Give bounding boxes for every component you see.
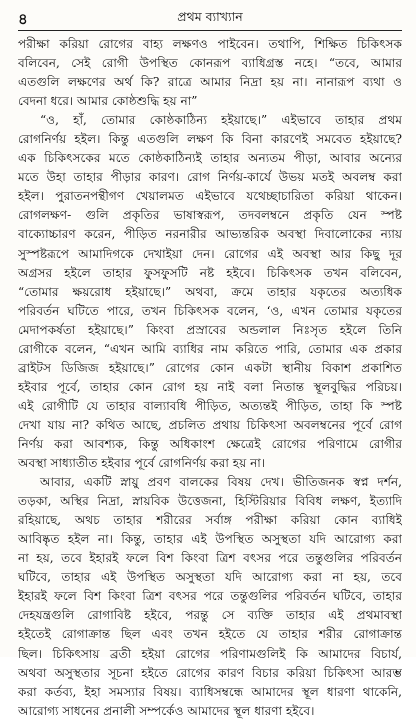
text-line: না হয়, তবে ইহারই ফলে বিশ কিংবা ত্রিশ বৎসর পরে তন্তুগুলির পরিবর্তন [18, 551, 402, 566]
text-line: পরীক্ষা করিয়া রোগের বাহ্য লক্ষণও পাইবেন। তথাপি, শিক্ষিত চিকিৎসক [18, 37, 402, 51]
text-line: পরিবর্তন ঘটিতে পারে, তখন চিকিৎসক বলেন, ‘ও, এখন তোমার যকৃতের [18, 303, 402, 318]
text-line: তড়কা, অস্থির নিদ্রা, স্নায়বিক উত্তেজনা, হিস্টিরিয়ার বিবিধ লক্ষণ, ইত্যাদি [18, 494, 402, 509]
text-line: রোগীকে বলেন, “এখন আমি ব্যাধির নাম করিতে পারি, তোমার এক প্রকার [18, 341, 402, 356]
text-line: দেখা যায় না? কথিত আছে, প্রচলিত প্রথায় চিকিৎসা অবলম্বনের পূর্বে রোগ [18, 417, 402, 432]
text-line: বলিবেন, সেই রোগী উপস্থিত কোনরূপ ব্যাধিগ্রস্ত নহে। “তবে, আমার [18, 56, 402, 71]
text-line: নির্ণয় করা আবশ্যক, কিন্তু অধিকাংশ ক্ষেত্রেই রোগের পরিণামে রোগীর [18, 436, 402, 451]
text-line: অথবা অসুস্থতার সূচনা হইতে রোগের কারণ বিচার করিয়া চিকিৎসা আরম্ভ [18, 665, 402, 680]
text-line: ব্রাইটস ডিজিজ হইয়াছে।” রোগের কোন একটা স্থানীয় বিকাশ প্রকাশিত [18, 360, 402, 375]
text-line: বাক্যোচ্চারণ করেন, পীড়িত নরনারীর আভ্যন্তরিক অবস্থা দিবালোকের ন্যায় [18, 227, 402, 242]
text-line: করা কর্তব্য, ইহা সমস্যার বিষয়। ব্যাধিসম্বন্ধে আমাদের স্থূল ধারণা থাকেনি, [18, 684, 402, 699]
text-line: সুস্পষ্টরূপে আমাদিগকে দেখাইয়া দেন। রোগের এই অবস্থা আর কিছু দূর [18, 246, 402, 261]
text-line: অবস্থা সাধ্যাতীত হইবার পূর্বে রোগনির্ণয় করা হয় না। [18, 456, 266, 471]
text-line: দেহযন্ত্রগুলি রোগাবিষ্ট হইবে, পরন্তু সে ব্যক্তি তাহার এই প্রথমাবস্থা [18, 608, 402, 623]
text-line: ছিল। চিকিৎসায় ব্রতী হইয়া রোগের পরিণামগুলিই কি আমাদের বিচার্য, [18, 646, 402, 661]
text-line: রহিয়াছে, অথচ তাহার শরীরের সর্বাঙ্গ পরীক্ষা করিয়া কোন ব্যাধিই [18, 513, 402, 528]
text-line: হইতেই রোগাক্রান্ত ছিল এবং তখন হইতে যে তাহার শরীর রোগাক্রান্ত [18, 627, 402, 642]
page-number: ৪ [18, 10, 28, 28]
text-line: এক চিকিৎসকের মতে কোষ্ঠকাঠিন্যই তাহার অন্যতম পীড়া, আবার অন্যের [18, 151, 402, 166]
text-line: ঘটিবে, তাহার এই উপস্থিত অসুস্থতা যদি আরোগ্য করা না হয়, তবে [18, 570, 402, 585]
text-line: এতগুলি লক্ষণের অর্থ কি? রাত্রে আমার নিদ্রা হয় না। নানারূপ ব্যথা ও [18, 75, 402, 90]
text-line: “ও, হাঁ, তোমার কোষ্ঠকাঠিন্য হইয়াছে।” এইভাবে তাহার প্রথম [40, 113, 402, 128]
text-line: এই রোগীটি যে তাহার বাল্যাবধি পীড়িত, অত্যন্তই পীড়িত, তাহা কি স্পষ্ট [18, 398, 402, 413]
text-line: মতে উহা তাহার পীড়ার কারণ। রোগ নির্ণয়-কার্যে উভয় মতই অবলম্ব করা [18, 170, 402, 185]
body-text [18, 35, 402, 721]
text-line: রোগনির্ণয় হইল। কিন্তু এতগুলি লক্ষণ কি বিনা কারণেই সমবেত হইয়াছে? [18, 132, 402, 147]
text-line: হইল। পুরাতনপন্থীগণ খেয়ালমত এইভাবে যথেচ্ছাচারিতা করিয়া থাকেন। [18, 189, 402, 204]
page-header [18, 6, 402, 31]
text-line: হইবার পূর্বে, তাহার কোন রোগ হয় নাই বলা নিতান্ত স্থূলবুদ্ধির পরিচয়। [18, 379, 402, 394]
running-title: প্রথম ব্যাখ্যান [177, 9, 243, 24]
text-line: বেদনা ধরে। আমার কোষ্ঠশুদ্ধি হয় না” [18, 94, 198, 109]
text-line: অগ্রসর হইলে তাহার ফুসফুসটি নষ্ট হইবে। চিকিৎসক তখন বলিবেন, [18, 265, 402, 280]
text-line: ইহারই ফলে বিশ কিংবা ত্রিশ বৎসর পরে তন্তুগুলির পরিবর্তন ঘটিবে, তাহার [18, 589, 402, 604]
text-line: মেদাপকর্ষতা হইয়াছে।” কিংবা প্রস্রাবের অন্ডলাল নিঃসৃত হইলে তিনি [18, 322, 402, 337]
text-line: আরোগ্য সাধনের প্রনালী সম্পর্কেও আমাদের স্থূল ধারণা হইবে। [18, 703, 315, 718]
text-line: “তোমার ক্ষয়রোধ হইয়াছে।” অথবা, ক্রমে তাহার যকৃতের অত্যধিক [18, 284, 402, 299]
text-line: আবিষ্কৃত হইল না। কিন্তু, তাহার এই উপস্থিত অসুস্থতা যদি আরোগ্য করা [18, 532, 402, 547]
text-line: আবার, একটি স্নায়ু প্রবণ বালকের বিষয় দেখ। ভীতিজনক স্বপ্ন দর্শন, [40, 475, 402, 490]
text-line: রোগলক্ষণ- গুলি প্রকৃতির ভাষাস্বরূপ, তদবলম্বনে প্রকৃতি যেন স্পষ্ট [18, 208, 402, 223]
